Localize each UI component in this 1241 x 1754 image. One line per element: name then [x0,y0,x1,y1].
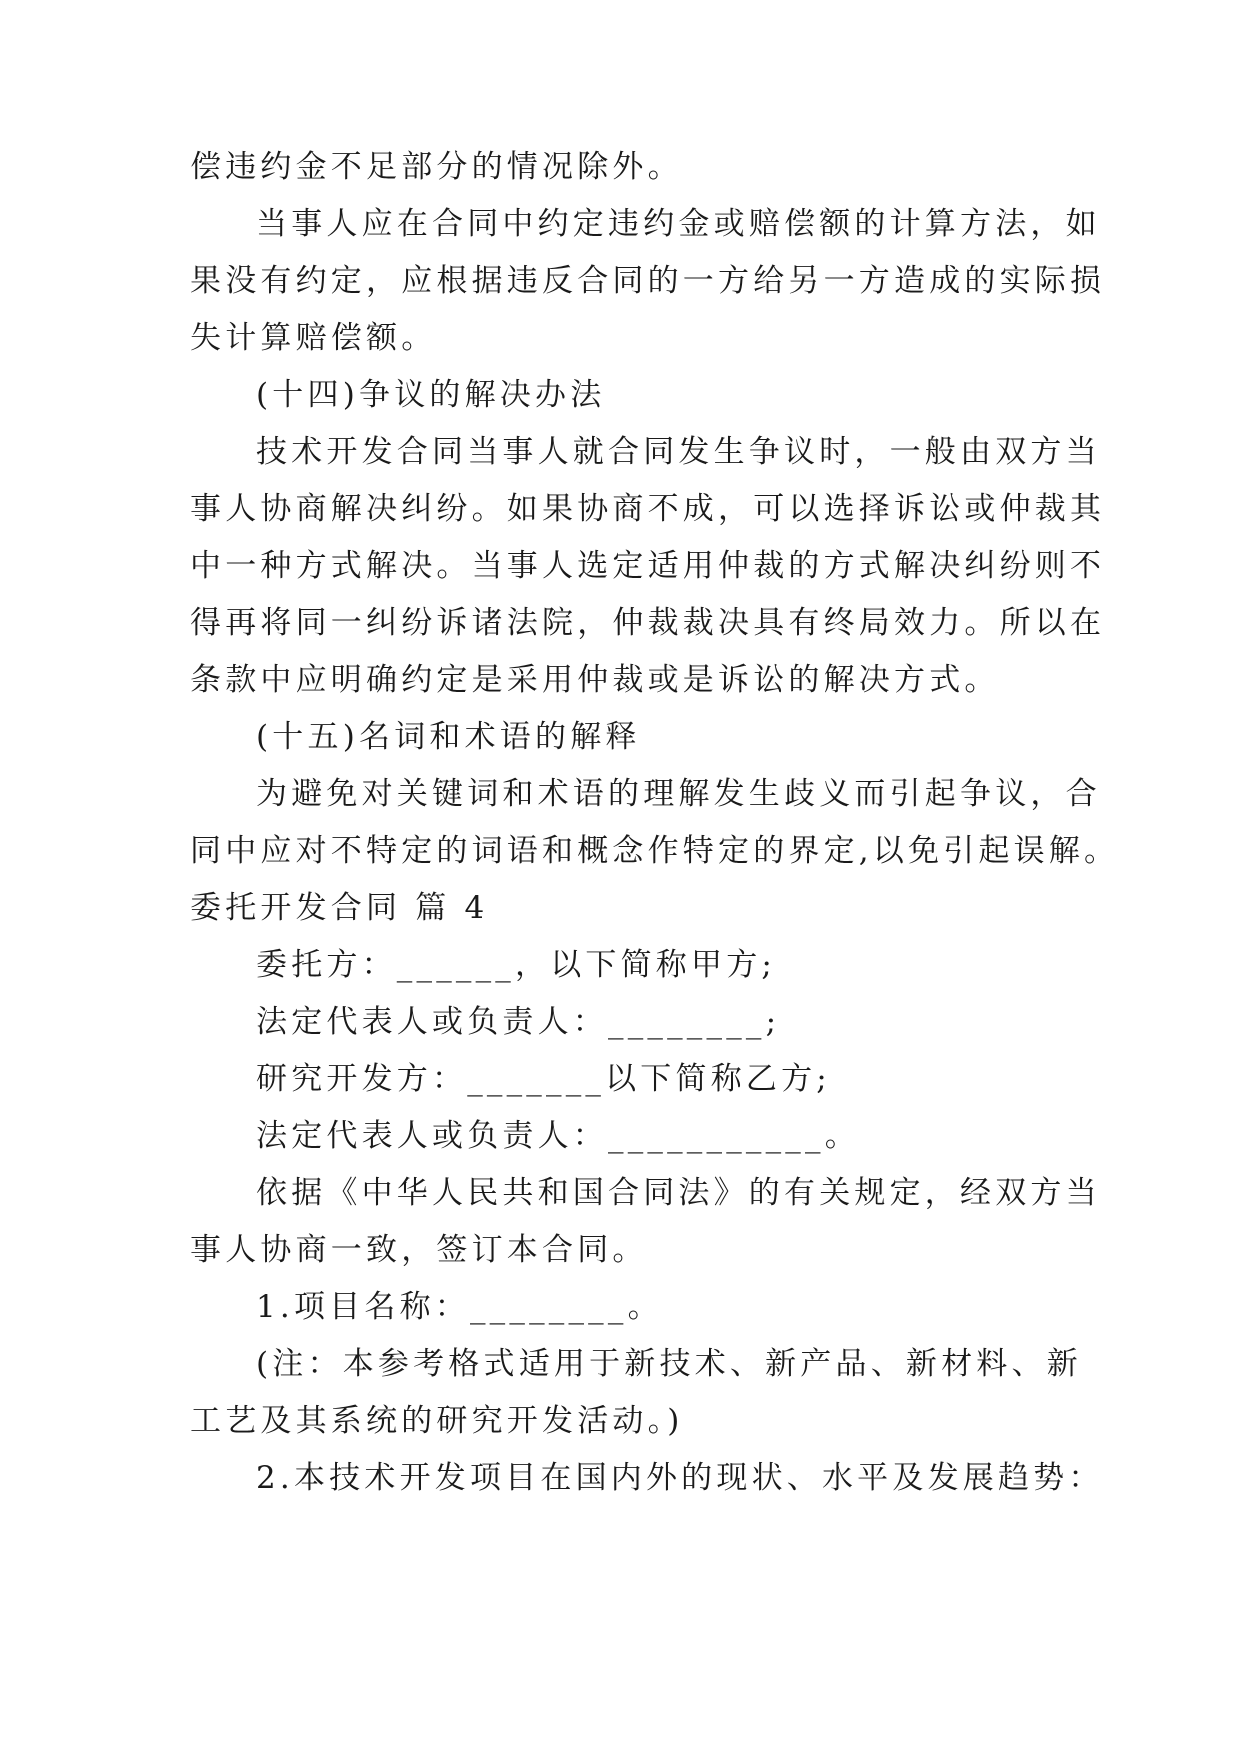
text-line: 当事人应在合同中约定违约金或赔偿额的计算方法，如 [256,206,1101,242]
text-line: 同中应对不特定的词语和概念作特定的界定,以免引起误解。 [190,833,1120,869]
text-line: 技术开发合同当事人就合同发生争议时，一般由双方当 [256,434,1101,470]
text-line: 事人协商一致，签订本合同。 [190,1232,648,1268]
text-line: 条款中应明确约定是采用仲裁或是诉讼的解决方式。 [190,662,1000,698]
text-line: 研究开发方：_______以下简称乙方; [256,1061,831,1097]
text-line: 事人协商解决纠纷。如果协商不成，可以选择诉讼或仲裁其 [190,491,1106,527]
text-line: 果没有约定，应根据违反合同的一方给另一方造成的实际损 [190,263,1106,299]
document-title: 委托开发合同 篇 4 [190,890,489,926]
text-line: 得再将同一纠纷诉诸法院，仲裁裁决具有终局效力。所以在 [190,605,1106,641]
text-line: 2.本技术开发项目在国内外的现状、水平及发展趋势： [256,1460,1104,1496]
section-heading: (十四)争议的解决办法 [256,377,606,413]
text-line: 工艺及其系统的研究开发活动。) [190,1403,684,1439]
text-line: 中一种方式解决。当事人选定适用仲裁的方式解决纠纷则不 [190,548,1106,584]
text-line: 1.项目名称：________。 [256,1289,663,1325]
text-line: 失计算赔偿额。 [190,320,437,356]
text-line: 委托方：______，以下简称甲方; [256,947,777,983]
text-line: 法定代表人或负责人：________; [256,1004,781,1040]
text-line: 偿违约金不足部分的情况除外。 [190,149,683,185]
section-heading: (十五)名词和术语的解释 [256,719,641,755]
text-line: (注：本参考格式适用于新技术、新产品、新材料、新 [256,1346,1082,1382]
text-line: 为避免对关键词和术语的理解发生歧义而引起争议，合 [256,776,1101,812]
text-line: 依据《中华人民共和国合同法》的有关规定，经双方当 [256,1175,1101,1211]
text-line: 法定代表人或负责人：___________。 [256,1118,860,1154]
